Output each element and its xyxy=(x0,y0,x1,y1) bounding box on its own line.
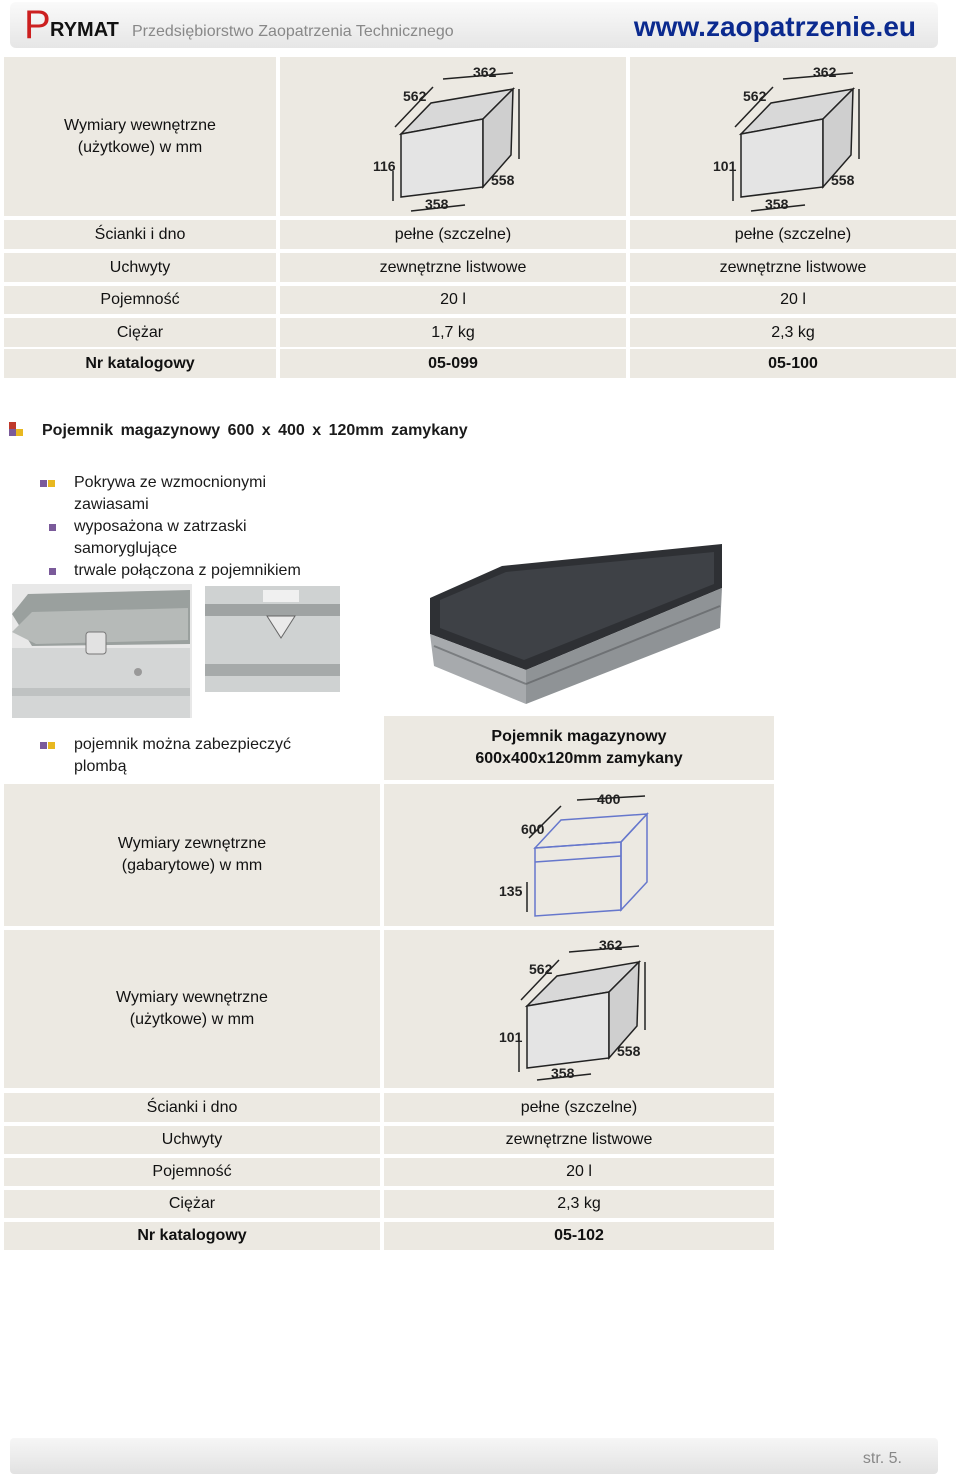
seal-note: plombą xyxy=(74,758,127,775)
row-value: zewnętrzne listwowe xyxy=(630,253,956,282)
feature-line: Pokrywa ze wzmocnionymi xyxy=(74,474,267,491)
label-line: (użytkowe) w mm xyxy=(77,138,203,156)
dim-side: 562 xyxy=(529,961,553,977)
page-footer xyxy=(10,1438,938,1474)
row-value: 20 l xyxy=(384,1158,774,1186)
row-value: 2,3 kg xyxy=(384,1190,774,1218)
row-value: pełne (szczelne) xyxy=(280,220,626,249)
dim-right: 558 xyxy=(491,171,515,188)
outer-dims-label xyxy=(4,784,380,926)
row-label: Pojemność xyxy=(4,286,276,314)
dim-top: 362 xyxy=(599,937,623,953)
row-value: 1,7 kg xyxy=(280,318,626,347)
feature-line: zawiasami xyxy=(74,496,149,513)
seal-bullet-icon xyxy=(40,742,56,750)
label-line: (użytkowe) w mm xyxy=(129,1011,255,1028)
catalog-number: 05-099 xyxy=(280,349,626,378)
row-label: Uchwyty xyxy=(4,253,276,282)
inner-dims-diagram-cell-2 xyxy=(630,57,956,216)
dim-height: 101 xyxy=(499,1029,523,1045)
page-header xyxy=(10,2,938,48)
box-dimension-diagram xyxy=(713,59,873,215)
dim-bottom: 358 xyxy=(425,195,449,212)
dim-height: 116 xyxy=(373,157,396,174)
logo-initial: P xyxy=(24,3,51,47)
box-dimension-diagram xyxy=(499,934,659,1084)
dim-bottom: 358 xyxy=(765,195,789,212)
label-line: Wymiary wewnętrzne xyxy=(64,116,216,134)
row-value: pełne (szczelne) xyxy=(384,1093,774,1122)
row-value: 2,3 kg xyxy=(630,318,956,347)
catalog-number: 05-100 xyxy=(630,349,956,378)
label-line: (gabarytowe) w mm xyxy=(121,857,263,874)
row-label: Pojemność xyxy=(4,1158,380,1186)
dim-height: 101 xyxy=(713,157,737,174)
row-value: 20 l xyxy=(280,286,626,314)
outer-dims-diagram-cell xyxy=(384,784,774,926)
label-line: Wymiary zewnętrzne xyxy=(117,835,267,852)
inner-dims-label-2 xyxy=(4,930,380,1088)
row-label: Ciężar xyxy=(4,318,276,347)
inner-dims-label xyxy=(4,57,276,216)
product-name: Pojemnik magazynowy xyxy=(491,728,667,745)
inner-dims-diagram-cell xyxy=(280,57,626,216)
dim-height: 135 xyxy=(499,883,523,899)
box-dimension-diagram xyxy=(373,59,533,215)
feature-line: wyposażona w zatrzaski xyxy=(74,518,247,535)
inner-dims-diagram-cell-3 xyxy=(384,930,774,1088)
website-link[interactable]: www.zaopatrzenie.eu xyxy=(633,11,916,42)
logo-subtitle: Przedsiębiorstwo Zaopatrzenia Technicznego xyxy=(132,23,454,40)
row-value: zewnętrzne listwowe xyxy=(280,253,626,282)
logo-name: RYMAT xyxy=(50,19,119,41)
bullet-icon xyxy=(49,524,57,532)
dim-side: 562 xyxy=(743,87,767,104)
dim-right: 558 xyxy=(831,171,855,188)
bullet-icon xyxy=(40,480,56,488)
feature-line: trwale połączona z pojemnikiem xyxy=(74,562,301,579)
row-label: Ścianki i dno xyxy=(4,220,276,249)
row-label: Nr katalogowy xyxy=(4,1222,380,1250)
dim-top: 400 xyxy=(597,791,621,807)
product-name-cell xyxy=(384,716,774,780)
page-number: str. 5. xyxy=(862,1450,902,1467)
dim-top: 362 xyxy=(473,63,497,80)
row-label: Nr katalogowy xyxy=(4,349,276,378)
dim-side: 562 xyxy=(403,87,427,104)
row-value: 20 l xyxy=(630,286,956,314)
row-label: Ścianki i dno xyxy=(4,1093,380,1122)
label-line: Wymiary wewnętrzne xyxy=(116,989,268,1006)
outer-box-diagram xyxy=(499,788,659,922)
section-title-icon xyxy=(9,422,25,438)
closed-container-photo xyxy=(428,542,724,706)
bullet-icon xyxy=(49,568,57,576)
row-value: zewnętrzne listwowe xyxy=(384,1126,774,1154)
dim-bottom: 358 xyxy=(551,1065,575,1081)
hinge-photo xyxy=(12,584,192,718)
row-value: pełne (szczelne) xyxy=(630,220,956,249)
product-name: 600x400x120mm zamykany xyxy=(475,750,683,767)
dim-side: 600 xyxy=(521,821,545,837)
row-label: Uchwyty xyxy=(4,1126,380,1154)
latch-photo xyxy=(205,586,340,692)
feature-line: samoryglujące xyxy=(74,540,178,557)
row-label: Ciężar xyxy=(4,1190,380,1218)
dim-right: 558 xyxy=(617,1043,641,1059)
dim-top: 362 xyxy=(813,63,837,80)
section-title: Pojemnik magazynowy 600 x 400 x 120mm zamykany xyxy=(42,422,468,439)
catalog-number: 05-102 xyxy=(384,1222,774,1250)
seal-note: pojemnik można zabezpieczyć xyxy=(74,736,291,753)
